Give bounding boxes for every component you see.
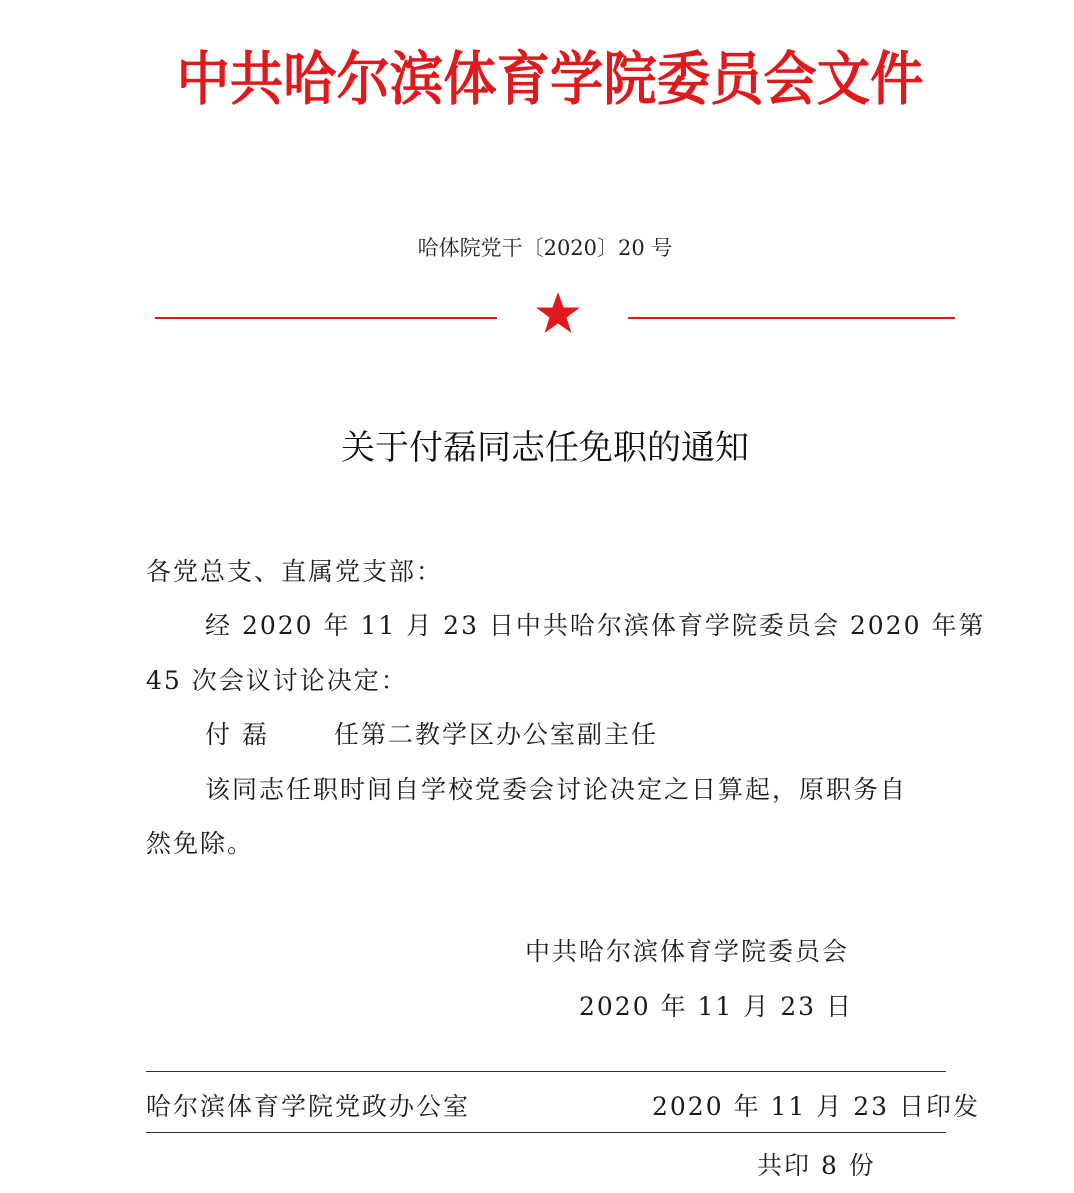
document-number: 哈体院党干〔2020〕20 号	[417, 236, 673, 260]
footer-divider-bottom	[146, 1132, 946, 1133]
effective-paragraph-line2: 然免除。	[146, 829, 255, 858]
document-header-title: 中共哈尔滨体育学院委员会文件	[176, 45, 924, 113]
signature-organization: 中共哈尔滨体育学院委员会	[525, 937, 850, 966]
effective-paragraph-line1: 该同志任职时间自学校党委会讨论决定之日算起，原职务自	[205, 775, 908, 804]
decision-paragraph-line2: 45 次会议讨论决定：	[146, 666, 408, 695]
issuing-office: 哈尔滨体育学院党政办公室	[146, 1092, 471, 1121]
appointee-name: 付 磊	[205, 720, 269, 749]
notice-title: 关于付磊同志任免职的通知	[341, 428, 749, 468]
footer-divider-top	[146, 1071, 946, 1072]
decision-paragraph-line1: 经 2020 年 11 月 23 日中共哈尔滨体育学院委员会 2020 年第	[205, 611, 986, 640]
header-divider-right	[628, 317, 955, 319]
issue-date: 2020 年 11 月 23 日印发	[652, 1092, 980, 1121]
appointment-position: 任第二教学区办公室副主任	[334, 720, 659, 749]
addressee: 各党总支、直属党支部：	[146, 557, 444, 586]
signature-date: 2020 年 11 月 23 日	[579, 992, 853, 1021]
header-divider-left	[155, 317, 497, 319]
red-star-icon	[532, 290, 584, 336]
copies-printed: 共印 8 份	[757, 1151, 876, 1180]
